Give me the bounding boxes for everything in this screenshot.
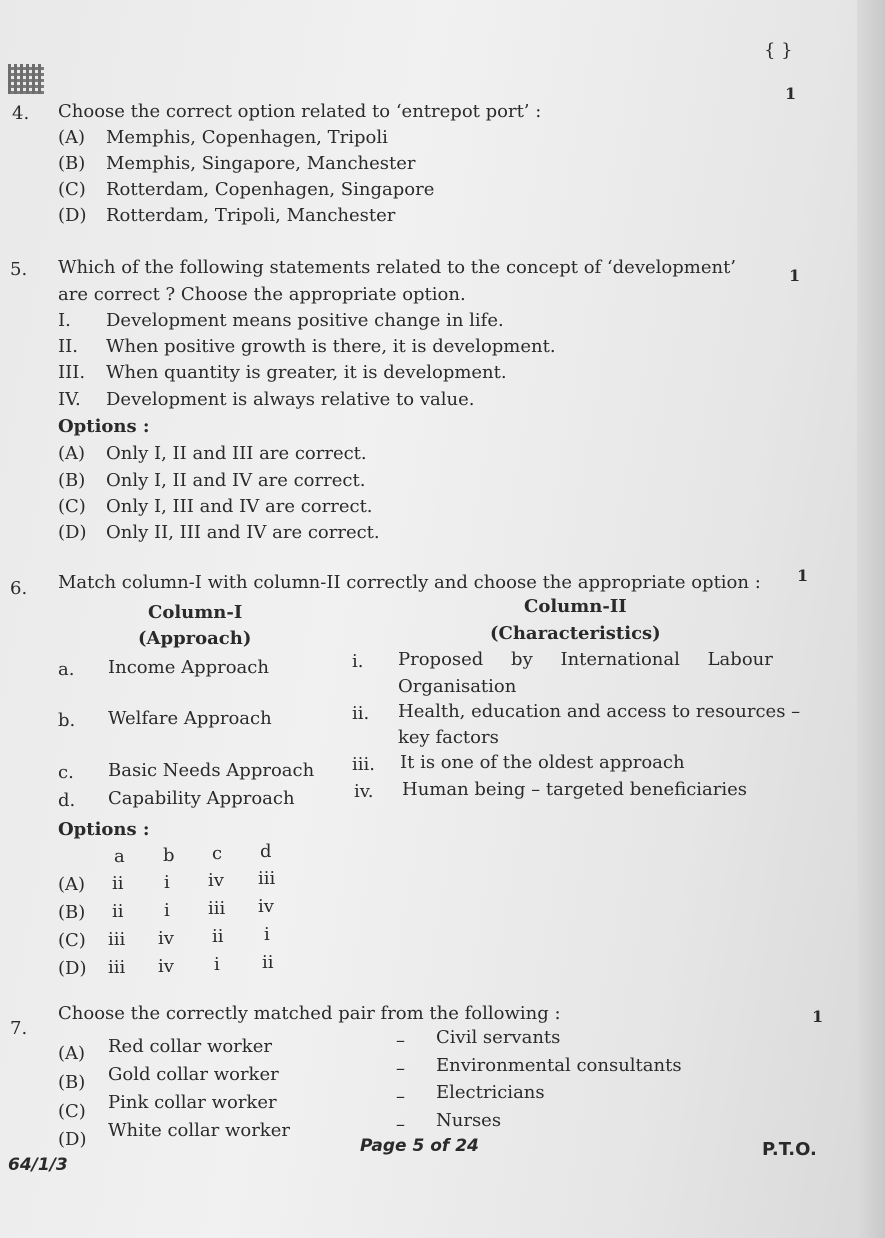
q4-option-b-label: (B) [58,153,86,174]
q5-statement-2: When positive growth is there, it is development. [106,336,556,357]
paper-code: 64/1/3 [8,1155,68,1175]
q5-statement-4-label: IV. [58,389,81,410]
q7-option-a-right: Civil servants [436,1027,561,1048]
q5-statement-3: When quantity is greater, it is development. [106,362,507,383]
q7-option-a-label: (A) [58,1043,86,1064]
page-edge [857,0,885,1238]
q6-col2-ii-label: ii. [352,703,370,724]
q7-option-c-label: (C) [58,1101,86,1122]
q7-number: 7. [10,1018,28,1039]
q6-col1-d-label: d. [58,790,76,811]
q5-options-heading: Options : [58,416,150,437]
q5-statement-2-label: II. [58,336,78,357]
q6-col2-i-label: i. [352,651,364,672]
q6-option-b-val-b: i [164,900,170,921]
q4-marks: 1 [785,84,797,103]
q7-option-a-left: Red collar worker [108,1036,272,1057]
q7-text: Choose the correctly matched pair from the following : [58,1003,561,1024]
q5-text-line2: are correct ? Choose the appropriate option. [58,284,466,305]
q6-option-d-label: (D) [58,958,87,979]
q7-option-b-right: Environmental consultants [436,1055,682,1076]
q5-text-line1: Which of the following statements related to the concept of ‘development’ [58,257,737,278]
q5-option-c-label: (C) [58,496,86,517]
q6-option-b-val-a: ii [112,901,124,922]
q6-col1-b: Welfare Approach [108,708,272,729]
q6-option-c-val-c: ii [212,926,224,947]
q6-option-c-val-a: iii [108,929,126,950]
q6-col1-a: Income Approach [108,657,269,678]
q6-option-b-val-d: iv [258,896,274,917]
q6-col2-iii-line1: It is one of the oldest approach [400,752,685,773]
q4-option-c-label: (C) [58,179,86,200]
q6-col2-i-line2: Organisation [398,676,517,697]
qr-code-icon [8,64,44,94]
q6-option-c-val-b: iv [158,928,174,949]
q5-option-a: Only I, II and III are correct. [106,443,367,464]
q7-option-c-left: Pink collar worker [108,1092,277,1113]
q7-option-a-dash: – [396,1030,405,1051]
q7-option-d-left: White collar worker [108,1120,290,1141]
q4-option-a-label: (A) [58,127,86,148]
q5-statement-1-label: I. [58,310,71,331]
q5-option-b: Only I, II and IV are correct. [106,470,366,491]
q6-option-a-val-d: iii [258,868,276,889]
q6-col1-title: Column-I [148,602,243,623]
q6-col1-d: Capability Approach [108,788,295,809]
q4-option-d: Rotterdam, Tripoli, Manchester [106,205,396,226]
q6-grid-header-c: c [212,843,223,864]
q6-col1-c-label: c. [58,762,74,783]
q6-option-d-val-d: ii [262,952,274,973]
q6-option-d-val-c: i [214,954,220,975]
q5-option-b-label: (B) [58,470,86,491]
q6-text: Match column-I with column-II correctly and choose the appropriate option : [58,572,761,593]
q6-col1-c: Basic Needs Approach [108,760,315,781]
q7-option-d-dash: – [396,1114,405,1135]
q4-option-c: Rotterdam, Copenhagen, Singapore [106,179,435,200]
q6-option-d-val-a: iii [108,957,126,978]
q6-marks: 1 [797,566,809,585]
q5-marks: 1 [789,266,801,285]
q4-option-d-label: (D) [58,205,87,226]
q5-option-d: Only II, III and IV are correct. [106,522,380,543]
q7-option-b-dash: – [396,1058,405,1079]
q5-option-a-label: (A) [58,443,86,464]
q6-col2-subtitle: (Characteristics) [490,623,661,644]
q7-option-c-right: Electricians [436,1082,545,1103]
q6-option-a-label: (A) [58,874,86,895]
q6-col2-iv-line1: Human being – targeted beneficiaries [402,779,748,800]
page-marker: { } [764,40,793,61]
q4-option-b: Memphis, Singapore, Manchester [106,153,416,174]
q7-option-b-left: Gold collar worker [108,1064,279,1085]
q5-statement-3-label: III. [58,362,86,383]
q6-number: 6. [10,578,28,599]
q7-option-b-label: (B) [58,1072,86,1093]
q6-col1-subtitle: (Approach) [138,628,252,649]
q5-statement-1: Development means positive change in life. [106,310,504,331]
q7-option-d-right: Nurses [436,1110,502,1131]
q6-options-heading: Options : [58,819,150,840]
q6-col1-b-label: b. [58,710,76,731]
q7-option-d-label: (D) [58,1129,87,1150]
q6-option-a-val-c: iv [208,870,224,891]
q4-option-a: Memphis, Copenhagen, Tripoli [106,127,388,148]
page-number: Page 5 of 24 [360,1136,479,1156]
q6-option-a-val-a: ii [112,873,124,894]
q6-option-d-val-b: iv [158,956,174,977]
q6-grid-header-a: a [114,846,125,867]
q5-option-d-label: (D) [58,522,87,543]
q5-number: 5. [10,259,28,280]
q6-col2-i-line1: Proposed by International Labour [398,649,773,670]
q4-text: Choose the correct option related to ‘entrepot port’ : [58,101,542,122]
q6-col2-ii-line2: key factors [398,727,499,748]
q7-option-c-dash: – [396,1086,405,1107]
q6-col2-title: Column-II [524,596,627,617]
q6-col2-iv-label: iv. [354,781,374,802]
q6-option-b-label: (B) [58,902,86,923]
q5-option-c: Only I, III and IV are correct. [106,496,373,517]
q6-grid-header-b: b [163,845,175,866]
q6-option-c-val-d: i [264,924,270,945]
q6-grid-header-d: d [260,841,272,862]
q6-option-a-val-b: i [164,872,170,893]
q5-statement-4: Development is always relative to value. [106,389,475,410]
q7-marks: 1 [812,1007,824,1026]
q6-col2-iii-label: iii. [352,754,375,775]
q6-option-b-val-c: iii [208,898,226,919]
q4-number: 4. [12,103,30,124]
q6-col1-a-label: a. [58,659,75,680]
pto-label: P.T.O. [762,1139,817,1160]
q6-option-c-label: (C) [58,930,86,951]
q6-col2-ii-line1: Health, education and access to resources – [398,701,801,722]
